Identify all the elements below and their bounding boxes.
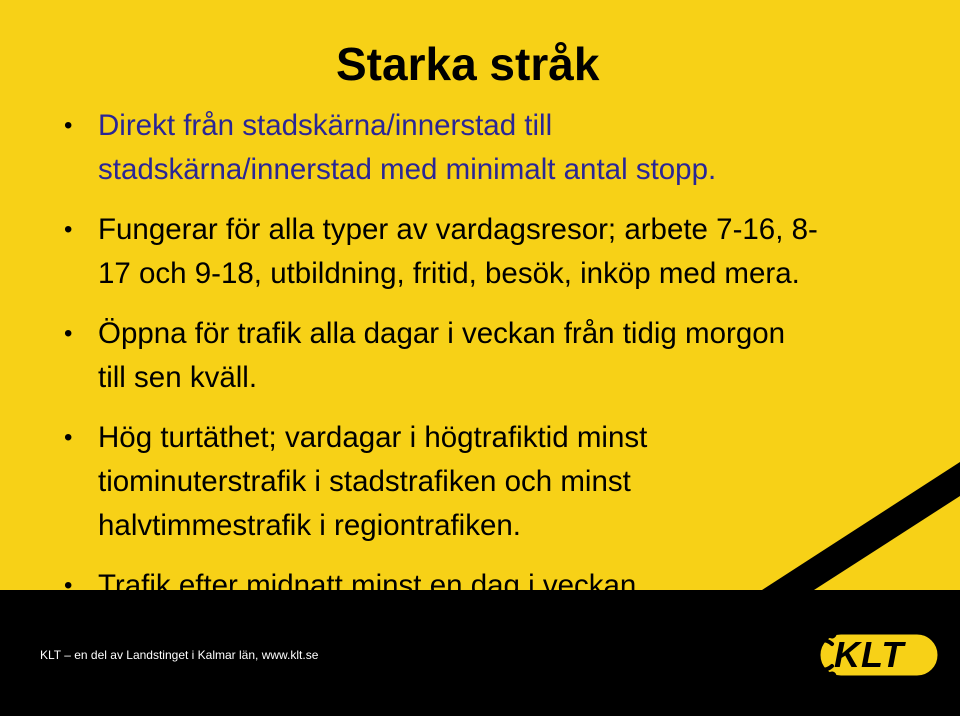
bullet-line: tiominuterstrafik i stadstrafiken och minst: [98, 465, 631, 498]
bullet-text: [98, 564, 912, 608]
bullet-line: Trafik efter midnatt minst en dag i veckan: [98, 569, 637, 602]
bullet-item: [52, 564, 912, 608]
bullet-item: [52, 416, 912, 548]
logo-author: Karl-Johan Bodell: [850, 698, 922, 708]
bullet-line: Hög turtäthet; vardagar i högtrafiktid minst: [98, 421, 648, 454]
bullet-line: halvtimmestrafik i regiontrafiken.: [98, 509, 521, 542]
bullet-line: Direkt från stadskärna/innerstad till: [98, 109, 553, 142]
bullet-line: 17 och 9-18, utbildning, fritid, besök, inköp med mera.: [98, 257, 800, 290]
bullet-dot-icon: •: [64, 320, 73, 347]
bullet-line: Fungerar för alla typer av vardagsresor; arbete 7-16, 8-: [98, 213, 818, 246]
bullet-text: [98, 104, 912, 192]
bullet-line: stadskärna/innerstad med minimalt antal stopp.: [98, 153, 717, 186]
bullet-item: [52, 208, 912, 296]
bullet-text: [98, 208, 912, 296]
bullet-line: till sen kväll.: [98, 361, 258, 394]
logo-subtitle: KALMAR LÄNSTRAFIK: [822, 684, 943, 696]
bullet-dot-icon: •: [64, 112, 73, 139]
bullet-list: [52, 104, 912, 624]
footer-text: KLT – en del av Landstinget i Kalmar län, www.klt.se: [40, 648, 319, 662]
bullet-dot-icon: •: [64, 424, 73, 451]
bullet-text: [98, 416, 912, 548]
slide-title: Starka stråk: [336, 38, 600, 90]
bullet-item: [52, 312, 912, 400]
bullet-dot-icon: •: [64, 572, 73, 599]
bullet-item: [52, 104, 912, 192]
logo-wordmark: KLT: [834, 634, 905, 675]
bullet-text: [98, 312, 912, 400]
bullet-dot-icon: •: [64, 216, 73, 243]
klt-logo: [798, 626, 944, 710]
bullet-line: Öppna för trafik alla dagar i veckan från tidig morgon: [98, 317, 786, 350]
